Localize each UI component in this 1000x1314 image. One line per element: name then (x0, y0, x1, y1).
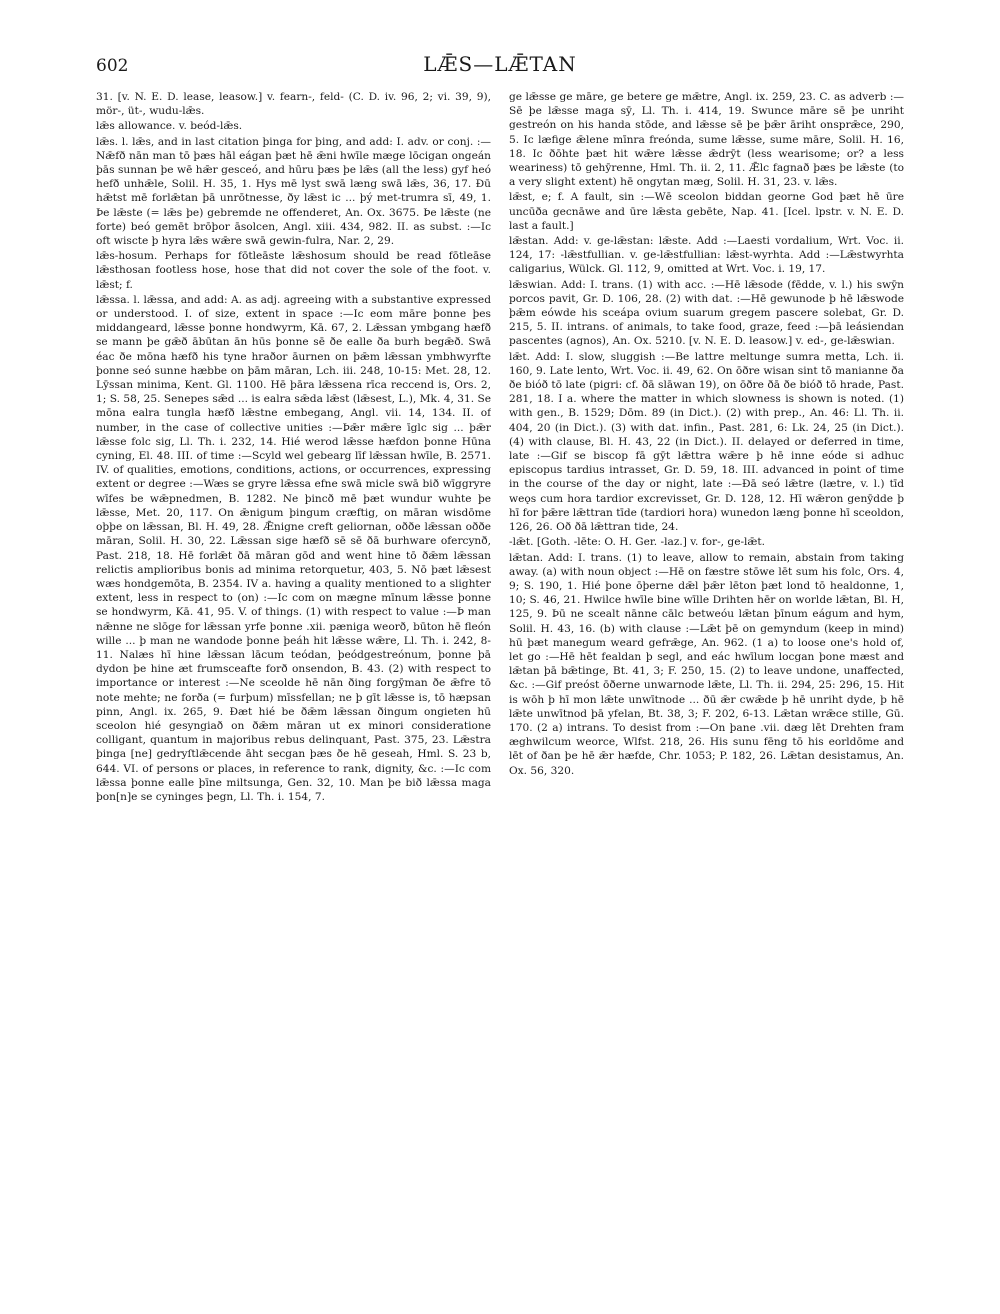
entry-paragraph: lǣst, e; f. A fault, sin :—Wē sceolon biddan georne God þæt hē ūre uncūða gecnāwe and ūre lǣsta gebēte, Nap. 41. [Icel. lpstr. v. N. E. D. last a fault.] (509, 191, 904, 232)
right-column (509, 90, 904, 1270)
entry-paragraph: lǣssa. l. lǣssa, and add: A. as adj. agreeing with a substantive expressed or understood. I. of size, extent in space :—Ic eom māre þonne þes middangeard, lǣsse þonne hondwyrm, Kā. 67, 2. Lǣssan ymbgang hæfð se mann þe gǣð ābūtan ān hūs þonne sē ðe ealle ða burh begǣð. Swā éac ðe mōna hæfð his tyne hraðor āurnen on þǣm lǣssan ymbhwyrfte þonne seó sunne hæbbe on þām māran, Lch. iii. 248, 10-15: Met. 28, 12. Lȳssan minima, Kent. Gl. 1100. Hē þāra lǣssena rīca reccend is, Ors. 2, 1; S. 58, 25. Senepes sǣd ... is ealra sǣda lǣst (lǣsest, L.), Mk. 4, 31. Se mōna ealra tungla hæfð lǣstne embegang, Angl. vii. 14, 134. II. of number, in the case of collective unities :—Þǣr mǣre īglc sig ... þǣr lǣsse folc sig, Ll. Th. i. 232, 14. Hié werod lǣsse hæfdon þonne Hūna cyning, El. 48. III. of time :—Scyld wel gebearg līf lǣssan hwīle, B. 2571. IV. of qualities, emotions, conditions, actions, or occurrences, expressing extent or degree :—Wæs se gryre lǣssa efne swā micle swā bið wīggryre wīfes be wǣpnedmen, B. 1282. Ne þincð mē þæt wundur wuhte þe lǣsse, Met. 20, 117. On ǣnigum þingum cræftig, on māran wisdōme oþþe on lǣssan, Bl. H. 49, 28. Ǣnigne creft geliornan, oððe lǣssan oððe māran, Solil. H. 30, 22. Lǣssan sige hæfð sē sē ðā burhware oferсynð, Past. 218, 18. Hē forlǣt ðā māran gōd and went hine tō ðǣm lǣssan relictis amplioribus bonis ad minima retorquetur, 403, 5. Nō þæt lǣsest wæs hondgemōta, B. 2354. IV a. having a quality mentioned to a slighter extent, less in respect to (on) :—Ic com on mægne mīnum lǣsse þonne se hondwyrm, Kā. 41, 95. V. of things. (1) with respect to value :—Þ man nǣnne ne slōge for lǣssan yrfe þonne .xii. pæniga weorð, būton hē fleón wille ... þ man ne wandode þonne þeáh hit lǣsse wǣre, Ll. Th. i. 242, 8-11. Nalæs hī hine lǣssan lācum teódan, þeódgestreónum, þonne þā dydon þe hine æt frumsceafte forð onsendon, B. 43. (2) with respect to importance or interest :—Ne sceolde hē nān ðing forgȳman ðe ǣfre tō note mehte; ne forða (= furþum) mīssfellan; ne þ gīt lǣsse is, tō hæpsan pinn, Angl. ix. 265, 9. Ðæt hié be ðǣm lǣssan ðingum ongieten hū sceolon hié gesyngiað on ðǣm māran ut ex minori consideratione colligant, quantum in majoribus rebus delinquant, Past. 375, 23. Lǣstra þinga [ne] gedryſtlǣcende āht secgan þæs ðe hē geseah, Hml. S. 23 b, 644. VI. of persons or places, in reference to rank, dignity, &c. :—Ic com lǣssa þonne ealle þīne miltsunga, Gen. 32, 10. Man þe bið lǣssa maga þon[n]e se cyninges þegn, Ll. Th. i. 154, 7. (96, 293, 491, 803)
entry-paragraph: lǣs. l. lǣs, and in last citation þinga for þing, and add: I. adv. or conj. :—Nǣfð nān man tō þæs hāl eágan þæt hē ǣni hwīle mæge lōcigan ongeán þās sunnan þe wē hǣr gesceó, and hūru þæs þe lǣs (all the less) gyf heó hefð unhǣle, Solil. H. 35, 1. Hys mē lyst swā læng swā lǣs, 36, 17. Đū hǣtst mē forlǣtan þā unrōtnesse, ðy lǣst ic ... þý met-trumra sī, 49, 1. Þe lǣste (= lǣs þe) gebremde ne offenderet, An. Ox. 3675. Þe lǣste (ne forte) beó gemēt brōþor āsolcen, Angl. xiii. 434, 982. II. as subst. :—Ic oft wiscte þ hyra lǣs wǣre swā gewin-fulra, Nar. 2, 29. (96, 135, 491, 248)
page-header (96, 50, 904, 82)
entry-paragraph: lǣt. Add: I. slow, sluggish :—Be lattre meltunge sumra metta, Lch. ii. 160, 9. Late lento, Wrt. Voc. ii. 49, 62. On ōðre wisan sint tō manianne ða ðe bióð tō late (pigri: cf. ðā slāwan 19), on ōðre ðā ðe bióð tō hrade, Past. 281, 18. I a. where the matter in which slowness is shown is noted. (1) with gen., B. 1529; Dōm. 89 (in Dict.). (2) with prep., An. 46: Ll. Th. ii. 404, 20 (in Dict.). (3) with dat. infin., Past. 281, 6: Lk. 24, 25 (in Dict.). (4) with clause, Bl. H. 43, 22 (in Dict.). II. delayed or deferred in time, late :—Gif se biscop fā gȳt lǣttra wǣre þ hē inne eóde si adhuc episcopus tardius intrasset, Gr. D. 59, 18. III. advanced in point of time in the course of the day or night, late :—Ðā seó lǣtre (lætre, v. l.) tīd weǫs cum hora tardior excrevisset, Gr. D. 128, 12. Hī wǣron genȳdde þ hī for þǣre lǣttran tīde (tardiori hora) wunedon læng þonne hī sceoldon, 126, 26. Oð ðā lǣttran tide, 24. (509, 350, 904, 534)
left-column (96, 90, 491, 1270)
entry-paragraph: -lǣt. [Goth. -lēte: O. H. Ger. -laz.] v. for-, ge-lǣt. (509, 536, 766, 549)
dictionary-columns (96, 90, 904, 1270)
entry-paragraph: 31. [v. N. E. D. lease, leasow.] v. fearn-, feld- (C. D. iv. 96, 2; vi. 39, 9), mör-, üt-, wudu-lǣs. (96, 91, 491, 118)
running-head: LǢS—LǢTAN (423, 52, 577, 76)
entry-paragraph: lǣswian. Add: I. trans. (1) with acc. :—Hē lǣsode (fēdde, v. l.) his swȳn porcos pavit, Gr. D. 106, 28. (2) with dat. :—Hē gewunode þ hē lǣswode þǣm eówde his sceápa ovium suarum gregem pascere solebat, Gr. D. 215, 5. II. intrans. of animals, to take food, graze, feed :—þā leásiendan pascentes (agnos), An. Ox. 5210. [v. N. E. D. leasow.] v. ed-, ge-lǣswian. (509, 278, 904, 348)
entry-paragraph: lǣs allowance. v. beód-lǣs. (96, 120, 243, 133)
page-number: 602 (96, 56, 129, 76)
entry-paragraph: lǣtan. Add: I. trans. (1) to leave, allow to remain, abstain from taking away. (a) with noun object :—Hē on fæstre stōwe lēt sum his folc, Ors. 4, 9; S. 190, 1. Hié þone ōþerne dǣl þǣr lēton þæt lond tō healdonne, 1, 10; S. 46, 21. Hwilce hwīle bine wīlle Drihten hēr on worlde lǣtan, Bl. H, 125, 9. Þū ne scealt nānne cālc betweóu lǣtan þīnum eágum and hym, Solil. H. 43, 16. (b) with clause :—Lǣt þē on gemyndum (keep in mind) hū þæt manegum weard gefrǣge, An. 962. (1 a) to loose one's hold of, let go :—Hē hēt fealdan þ segl, and eác hwīlum locgan þone mæst and lǣtan þā bǣtinge, Bt. 41, 3; F. 250, 15. (2) to leave undone, unaffected, &c. :—Gif preóst ōðerne unwarnode lǣte, Ll. Th. ii. 294, 25: 296, 15. Hit is wōh þ hī mon lǣte unwītnode ... ðū ǣr cwǣde þ hē unriht dyde, þ hē lǣte unwītnod þā yfelan, Bt. 38, 3; F. 202, 6-13. Lǣtan wrǣce stille, Gū. 170. (2 a) intrans. To desist from :—On þane .vii. dæg lēt Drehten fram æghwilcum weorce, Wlfst. 218, 26. His sunu fēng tō his eorldōme and lēt of ðan þe hē ǣr hæfde, Chr. 1053; P. 182, 26. Lǣtan desistamus, An. Ox. 56, 320. (509, 551, 904, 777)
entry-paragraph: ge lǣsse ge māre, ge betere ge mǣtre, Angl. ix. 259, 23. C. as adverb :—Sē þe lǣsse maga sȳ, Ll. Th. i. 414, 19. Swunce māre sē þe unriht gestreón on his handa stōde, and lǣsse sē þe þǣr āriht onsprǣce, 290, 5. Ic læfige ǣlene mīnra freónda, sume lǣsse, sume māre, Solil. H. 16, 18. Ic ðōhte þæt hit wǣre lǣsse ǣdrȳt (less wearisome; or? a less weariness) tō gehȳrenne, Hml. Th. ii. 2, 11. Ǣlc fagnað þæs þe lǣste (to a very slight extent) hē ongytan mæg, Solil. H. 31, 23. v. lǣs. (509, 91, 904, 189)
entry-paragraph: lǣs-hosum. Perhaps for fōtleāste lǣshosum should be read fōtleāse lǣsthosan footless hose, hose that did not cover the sole of the foot. v. lǣst; f. (96, 250, 491, 291)
entry-paragraph: lǣstan. Add: v. ge-lǣstan: lǣste. Add :—Laesti vordalium, Wrt. Voc. ii. 124, 17: -lǣstfullian. v. ge-lǣstfullian: lǣst-wyrhta. Add :—Lǣstwyrhta caligarius, Wülck. Gl. 112, 9, omitted at Wrt. Voc. i. 19, 17. (509, 235, 904, 276)
